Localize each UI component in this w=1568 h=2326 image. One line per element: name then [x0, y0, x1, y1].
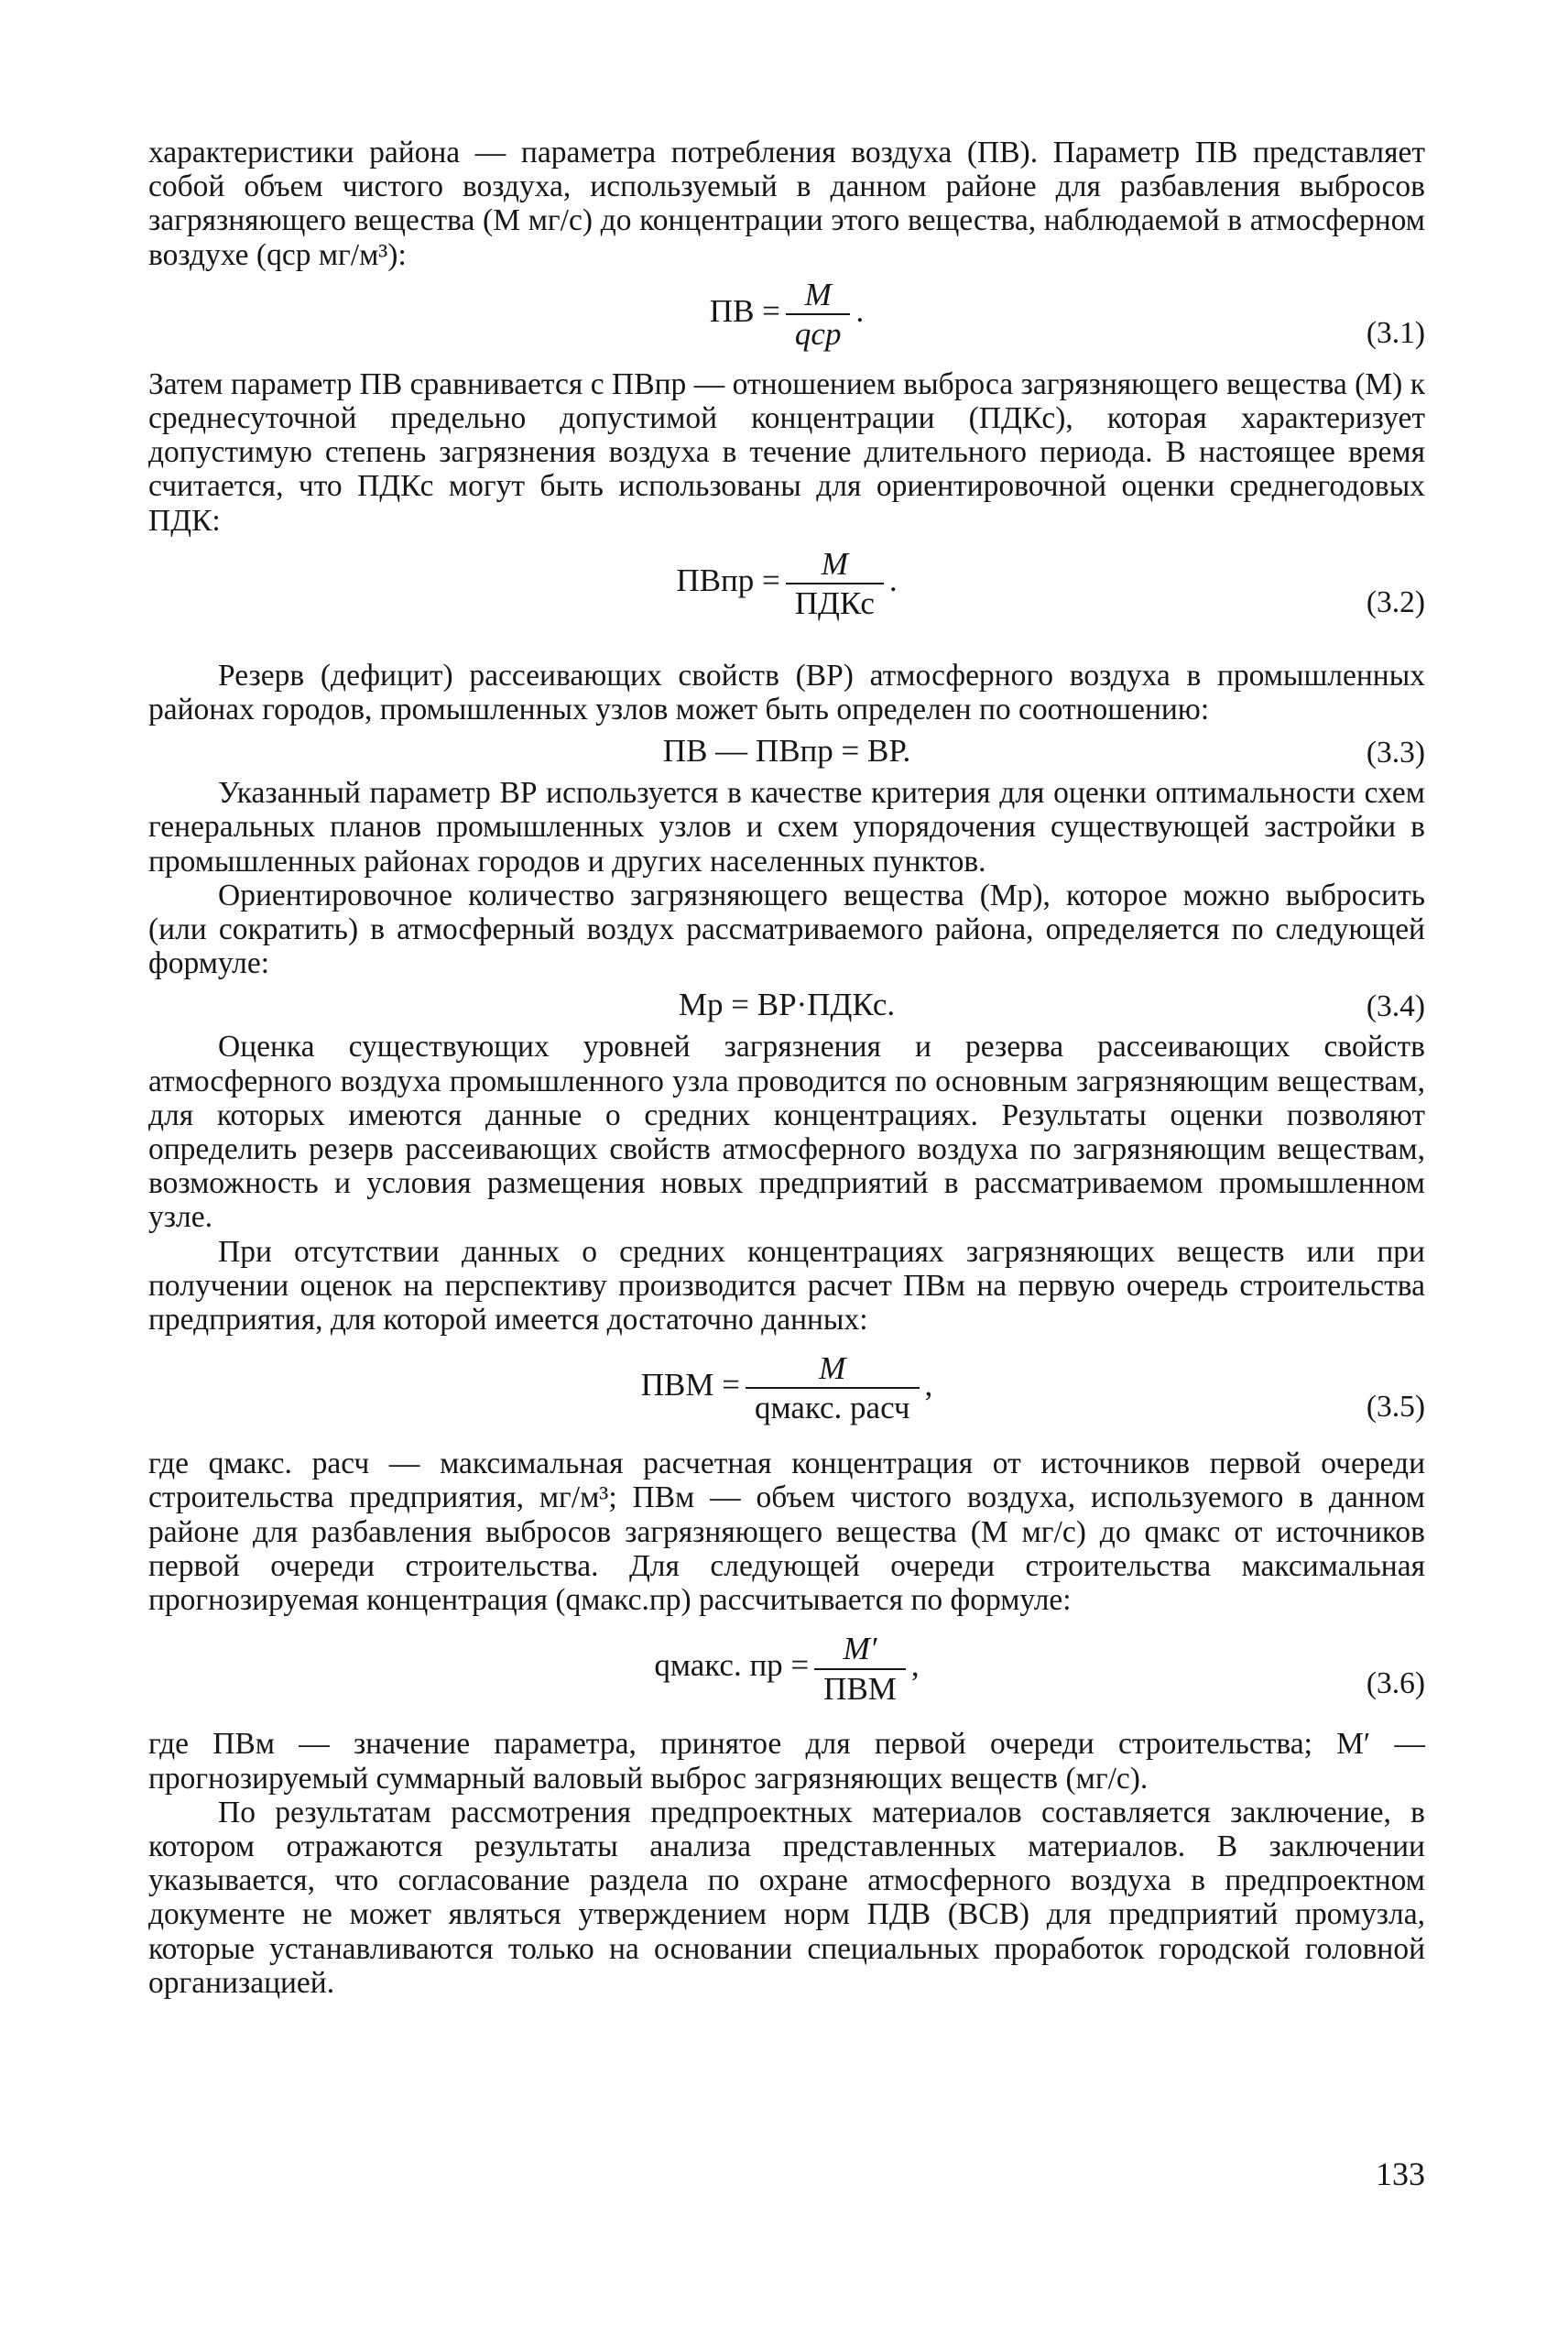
- formula-3-6-denominator: ПВM: [823, 1670, 897, 1707]
- formula-3-5-tail: ,: [924, 1367, 933, 1403]
- paragraph-9: где ПВм — значение параметра, принятое для первой очереди строительства; М′ — прогнозируемый суммарный валовый выброс загрязняющих веществ (мг/с).: [148, 1727, 1425, 1796]
- formula-3-2-number: (3.2): [1366, 584, 1425, 619]
- formula-3-1-denominator: qср: [794, 316, 842, 353]
- formula-3-1-numerator: M: [786, 278, 851, 315]
- paragraph-2: Затем параметр ПВ сравнивается с ПВпр — отношением выброса загрязняющего вещества (М) к среднесуточной предельно допустимой концентрации (ПДКс), которая характеризует допустимую степень загрязнения воздуха в течение длительного периода. В настоящее время считается, что ПДКс могут быть использованы для ориентировочной оценки среднегодовых ПДК:: [148, 366, 1425, 538]
- formula-3-1-tail: .: [855, 293, 865, 330]
- formula-3-1-lhs: ПВ =: [709, 293, 780, 330]
- formula-3-2-tail: .: [888, 562, 898, 599]
- paragraph-7: При отсутствии данных о средних концентрациях загрязняющих веществ или при получении оценок на перспективу производится расчет ПВм на первую очередь строительства предприятия, для которой имеется достаточно данных:: [148, 1234, 1425, 1338]
- formula-3-2-lhs: ПВпр =: [676, 562, 780, 599]
- formula-3-5-number: (3.5): [1366, 1390, 1425, 1425]
- formula-3-1-number: (3.1): [1366, 315, 1425, 350]
- paragraph-1: характеристики района — параметра потребления воздуха (ПВ). Параметр ПВ представляет собой объем чистого воздуха, используемый в данном районе для разбавления выбросов загрязняющего вещества (М мг/с) до концентрации этого вещества, наблюдаемой в атмосферном воздухе (qср мг/м³):: [148, 136, 1425, 272]
- paragraph-10: По результатам рассмотрения предпроектных материалов составляется заключение, в котором отражаются результаты анализа представленных материалов. В заключении указывается, что согласование раздела по охране атмосферного воздуха в предпроектном документе не может являться утверждением норм ПДВ (ВСВ) для предприятий промузла, которые устанавливаются только на основании специальных проработок городской головной организацией.: [148, 1795, 1425, 2000]
- formula-3-3: [148, 730, 1425, 772]
- formula-3-1: [148, 276, 1425, 364]
- formula-3-6: [148, 1621, 1425, 1723]
- paragraph-8: где qмакс. расч — максимальная расчетная концентрация от источников первой очереди строительства предприятия, мг/м³; ПВм — объем чистого воздуха, используемого в данном районе для разбавления выбросов загрязняющего вещества (М мг/с) до qмакс от источников первой очереди строительства. Для следующей очереди строительства максимальная прогнозируемая концентрация (qмакс.пр) рассчитывается по формуле:: [148, 1447, 1425, 1618]
- formula-3-4-number: (3.4): [1366, 989, 1425, 1024]
- formula-3-2-numerator: M: [786, 547, 884, 584]
- paragraph-5: Ориентировочное количество загрязняющего вещества (Мр), которое можно выбросить (или сократить) в атмосферный воздух рассматриваемого района, определяется по следующей формуле:: [148, 878, 1425, 981]
- formula-3-6-number: (3.6): [1366, 1666, 1425, 1701]
- page-body: [148, 136, 1425, 2000]
- paragraph-6: Оценка существующих уровней загрязнения и резерва рассеивающих свойств атмосферного воздуха промышленного узла проводится по основным загрязняющим веществам, для которых имеются данные о средних концентрациях. Результаты оценки позволяют определить резерв рассеивающих свойств атмосферного воздуха по загрязняющим веществам, возможность и условия размещения новых предприятий в рассматриваемом промышленном узле.: [148, 1030, 1425, 1235]
- formula-3-6-numerator: M′: [814, 1632, 906, 1669]
- formula-3-5-numerator: M: [746, 1351, 920, 1389]
- formula-3-6-lhs: qмакс. пр =: [654, 1647, 810, 1684]
- formula-3-2: [148, 541, 1425, 631]
- formula-3-3-expression: ПВ — ПВпр = ВР.: [662, 733, 911, 770]
- formula-3-3-number: (3.3): [1366, 736, 1425, 770]
- formula-3-6-tail: ,: [910, 1647, 920, 1684]
- paragraph-3: Резерв (дефицит) рассеивающих свойств (ВР) атмосферного воздуха в промышленных районах городов, промышленных узлов может быть определен по соотношению:: [148, 658, 1425, 727]
- formula-3-5: [148, 1340, 1425, 1443]
- formula-3-4: [148, 984, 1425, 1026]
- formula-3-4-expression: Мр = ВР·ПДКс.: [678, 987, 896, 1023]
- page-number: 133: [1376, 2156, 1425, 2192]
- formula-3-5-lhs: ПВM =: [640, 1367, 740, 1403]
- formula-3-5-denominator: qмакс. расч: [754, 1390, 910, 1426]
- formula-3-2-denominator: ПДКс: [794, 585, 875, 622]
- paragraph-4: Указанный параметр ВР используется в качестве критерия для оценки оптимальности схем генеральных планов промышленных узлов и схем упорядочения существующей застройки в промышленных районах городов и других населенных пунктов.: [148, 776, 1425, 879]
